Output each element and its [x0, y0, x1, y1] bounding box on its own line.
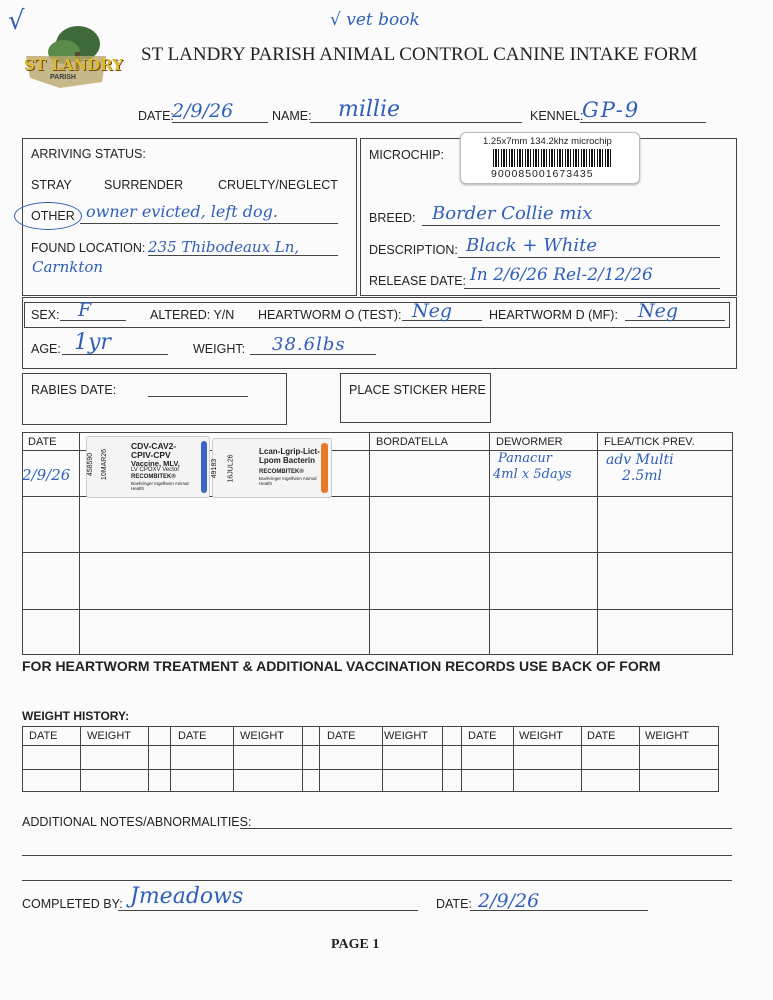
dewormer-field-1[interactable]: Panacur [498, 451, 552, 466]
other-option[interactable]: OTHER [31, 209, 75, 223]
sticker-box [340, 373, 491, 423]
microchip-number: 900085001673435 [491, 168, 594, 180]
place-sticker-label: PLACE STICKER HERE [349, 383, 486, 397]
sticker2-line3: RECOMBITEK® [259, 469, 304, 475]
weight-header-date-3: DATE [327, 730, 356, 742]
sticker1-line5: RECOMBITEK® [131, 474, 176, 480]
microchip-sticker-text: 1.25x7mm 134.2khz microchip [483, 136, 612, 147]
weight-header-date-4: DATE [468, 730, 497, 742]
logo-subtext: PARISH [50, 74, 76, 81]
weight-header-weight-4: WEIGHT [519, 730, 563, 742]
flea-tick-field-1[interactable]: adv Multi [606, 452, 674, 468]
weight-field[interactable]: 38.6lbs [272, 334, 346, 355]
sticker2-exp: 16JUL26 [227, 454, 235, 483]
sex-label: SEX: [31, 308, 60, 322]
completed-by-label: COMPLETED BY: [22, 897, 123, 911]
weight-header-date-5: DATE [587, 730, 616, 742]
vaccine-header-bordatella: BORDATELLA [376, 436, 448, 448]
sticker1-line4: LV CPOXV Vector [131, 467, 180, 473]
breed-label: BREED: [369, 211, 416, 225]
stray-option[interactable]: STRAY [31, 178, 72, 192]
other-circle [14, 202, 82, 230]
additional-notes-label: ADDITIONAL NOTES/ABNORMALITIES: [22, 815, 252, 829]
vaccine-header-dewormer: DEWORMER [496, 436, 563, 448]
vaccine-header-flea-tick: FLEA/TICK PREV. [604, 436, 695, 448]
altered-label: ALTERED: Y/N [150, 308, 235, 322]
found-location-field-2[interactable]: Carnkton [32, 258, 104, 276]
breed-field[interactable]: Border Collie mix [432, 203, 593, 224]
sex-field[interactable]: F [78, 299, 92, 321]
back-of-form-note: FOR HEARTWORM TREATMENT & ADDITIONAL VACCINATION RECORDS USE BACK OF FORM [22, 658, 661, 674]
sticker1-lot: 458590 [87, 452, 95, 477]
vaccine-sticker-lepto [212, 438, 332, 498]
rabies-box [22, 373, 287, 425]
microchip-sticker [460, 132, 640, 184]
description-field[interactable]: Black + White [466, 235, 597, 256]
name-field[interactable]: millie [338, 97, 401, 122]
date-field[interactable]: 2/9/26 [172, 100, 234, 122]
sticker2-line1: Lcan-Lgrip-Lict- [259, 447, 320, 456]
weight-header-weight-3: WEIGHT [384, 730, 428, 742]
heartworm-test-field[interactable]: Neg [412, 300, 453, 322]
sticker2-line2: Lpom Bacterin [259, 456, 316, 465]
other-reason-field[interactable]: owner evicted, left dog. [86, 202, 278, 221]
vaccine-date-field[interactable]: 2/9/26 [22, 466, 71, 484]
kennel-label: KENNEL: [530, 109, 584, 123]
weight-header-weight-2: WEIGHT [240, 730, 284, 742]
arriving-status-heading: ARRIVING STATUS: [31, 147, 146, 161]
weight-header-weight-1: WEIGHT [87, 730, 131, 742]
kennel-field[interactable]: GP-9 [582, 98, 641, 122]
vaccine-sticker-dhpp [86, 436, 210, 498]
name-label: NAME: [272, 109, 312, 123]
dewormer-field-2[interactable]: 4ml x 5days [493, 467, 572, 482]
microchip-label: MICROCHIP: [369, 148, 444, 162]
found-location-label: FOUND LOCATION: [31, 241, 146, 255]
cruelty-option[interactable]: CRUELTY/NEGLECT [218, 178, 338, 192]
release-date-field[interactable]: In 2/6/26 Rel-2/12/26 [470, 265, 653, 285]
form-title: ST LANDRY PARISH ANIMAL CONTROL CANINE INTAKE FORM [141, 44, 698, 65]
heartworm-mf-field[interactable]: Neg [638, 300, 679, 322]
heartworm-test-label: HEARTWORM O (TEST): [258, 308, 402, 322]
description-label: DESCRIPTION: [369, 243, 458, 257]
rabies-date-label: RABIES DATE: [31, 383, 117, 397]
page-number: PAGE 1 [331, 937, 380, 952]
sticker1-exp: 10MAR26 [101, 448, 109, 481]
sticker1-line3: Vaccine, MLV, [131, 459, 180, 468]
heartworm-mf-label: HEARTWORM D (MF): [489, 308, 618, 322]
sticker1-line6: Boehringer Ingelheim Animal Health [131, 481, 189, 491]
date-label: DATE: [138, 109, 174, 123]
sticker2-stripe [321, 443, 328, 493]
weight-header-date-1: DATE [29, 730, 58, 742]
weight-header-date-2: DATE [178, 730, 207, 742]
surrender-option[interactable]: SURRENDER [104, 178, 184, 192]
found-location-field[interactable]: 235 Thibodeaux Ln, [148, 238, 300, 256]
vet-book-note: √ vet book [330, 10, 420, 30]
weight-label: WEIGHT: [193, 342, 246, 356]
sticker1-line2: CPIV-CPV [131, 450, 171, 460]
age-field[interactable]: 1yr [74, 330, 111, 355]
completed-by-field[interactable]: Jmeadows [130, 884, 244, 909]
parish-logo [20, 22, 123, 90]
completed-date-field[interactable]: 2/9/26 [478, 890, 540, 912]
check-mark: √ [8, 6, 25, 36]
weight-history-heading: WEIGHT HISTORY: [22, 709, 130, 723]
sticker2-line4: Boehringer Ingelheim Animal Health [259, 476, 317, 486]
completed-date-label: DATE: [436, 897, 472, 911]
logo-text: ST LANDRY [24, 56, 123, 74]
microchip-barcode [493, 149, 611, 167]
sticker1-line1: CDV-CAV2- [131, 441, 177, 451]
sticker2-lot: 49183 [211, 458, 219, 479]
vaccine-header-date: DATE [28, 436, 57, 448]
sticker1-stripe [201, 441, 207, 493]
weight-header-weight-5: WEIGHT [645, 730, 689, 742]
flea-tick-field-2[interactable]: 2.5ml [622, 468, 663, 484]
release-date-label: RELEASE DATE: [369, 274, 467, 288]
age-label: AGE: [31, 342, 61, 356]
